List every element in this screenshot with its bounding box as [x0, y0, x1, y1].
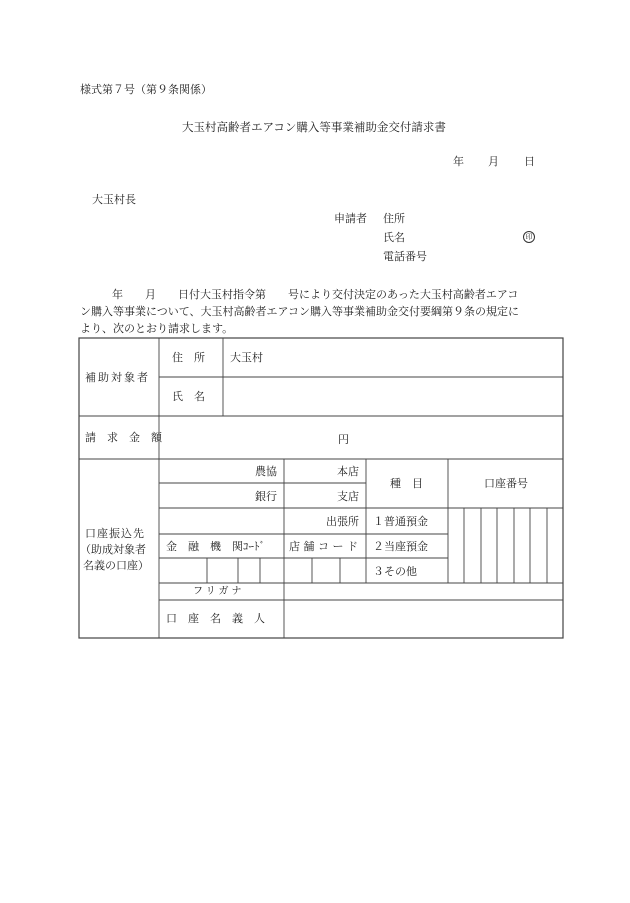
- applicant-phone-label: 電話番号: [383, 250, 427, 263]
- branch-type-branch: 支店: [337, 490, 359, 503]
- paragraph-line-3: より、次のとおり請求します。: [80, 322, 234, 335]
- kind-other: ３その他: [373, 565, 417, 578]
- kind-checking: ２当座預金: [373, 540, 428, 553]
- paragraph-line-1: 年 月 日付大玉村指令第 号により交付決定のあった大玉村高齢者エアコ: [112, 288, 519, 301]
- branch-type-head: 本店: [337, 465, 359, 478]
- date-day: 日: [524, 155, 535, 168]
- account-holder-label: 口 座 名 義 人: [166, 612, 265, 625]
- seal-mark: 印: [523, 231, 535, 243]
- branch-code-label: 店 舗 コ ー ド: [289, 540, 358, 553]
- bank-type-bank: 銀行: [255, 490, 277, 503]
- form-number: 様式第７号（第９条関係）: [80, 83, 212, 96]
- furigana-label: フリガナ: [193, 586, 245, 597]
- account-label-line-3: 名義の口座）: [83, 559, 149, 572]
- branch-type-office: 出張所: [326, 515, 359, 528]
- addressee: 大玉村長: [92, 193, 136, 206]
- amount-label: 請 求 金 額: [85, 431, 162, 444]
- applicant-address-label: 住所: [383, 212, 405, 225]
- applicant-label: 申請者: [334, 212, 367, 225]
- account-number-label: 口座番号: [484, 477, 528, 490]
- bank-code-label: 金 融 機 関ｺｰﾄﾞ: [166, 540, 265, 553]
- kind-label: 種 目: [390, 477, 423, 490]
- applicant-name-label: 氏名: [383, 231, 405, 244]
- date-year: 年: [453, 155, 464, 168]
- name-label: 氏 名: [172, 390, 205, 403]
- address-label: 住 所: [172, 351, 205, 364]
- kind-ordinary: １普通預金: [373, 515, 428, 528]
- document-title: 大玉村高齢者エアコン購入等事業補助金交付請求書: [182, 120, 446, 134]
- amount-unit: 円: [338, 433, 349, 446]
- paragraph-line-2: ン購入等事業について、大玉村高齢者エアコン購入等事業補助金交付要綱第９条の規定に: [80, 305, 520, 318]
- address-value: 大玉村: [230, 351, 263, 364]
- date-month: 月: [488, 155, 499, 168]
- target-person-label: 補助対象者: [85, 371, 150, 384]
- bank-type-agri: 農協: [255, 465, 277, 478]
- account-label-line-1: 口座振込先: [85, 527, 145, 540]
- account-label-line-2: （助成対象者: [80, 543, 146, 556]
